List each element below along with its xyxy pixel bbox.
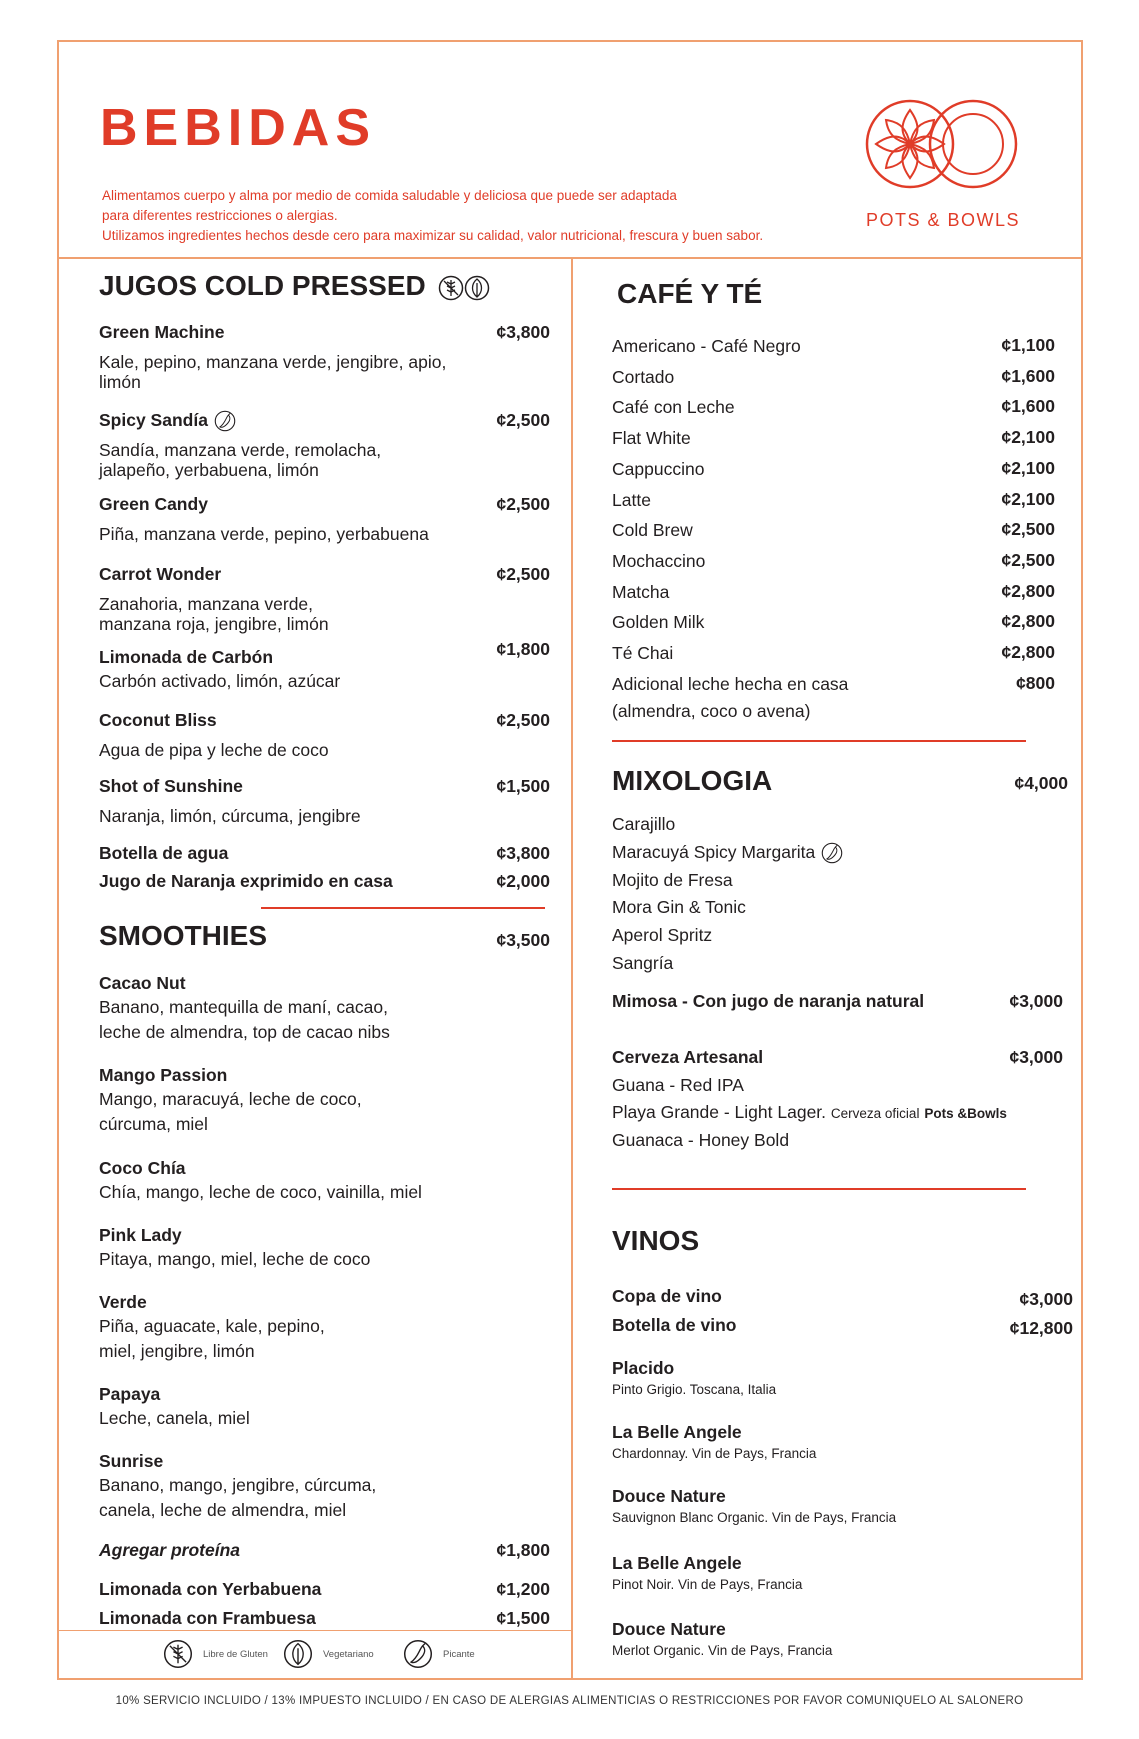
mixologia-item-label: Maracuyá Spicy Margarita <box>612 841 816 862</box>
extra-name: Agregar proteína <box>99 1540 240 1560</box>
intro-line-1: Alimentamos cuerpo y alma por medio de comida saludable y deliciosa que puede ser adaptada <box>102 188 677 203</box>
cafe-item-price: ¢2,100 <box>1001 457 1055 478</box>
smoothie-name: Sunrise <box>99 1451 164 1471</box>
legend-vegetarian-label: Vegetariano <box>323 1649 374 1660</box>
jugo-name: Limonada de Carbón <box>99 647 274 667</box>
gluten-free-icon <box>438 275 464 301</box>
jugo-name: Carrot Wonder <box>99 564 222 584</box>
jugo-name: Shot of Sunshine <box>99 776 243 796</box>
smoothie-name: Coco Chía <box>99 1158 186 1178</box>
brand-logo-icon <box>865 98 1025 198</box>
spicy-icon <box>821 842 843 864</box>
cafe-item-name: Latte <box>612 489 651 510</box>
intro-line-2: para diferentes restricciones o alergias. <box>102 208 338 223</box>
beer-3: Guanaca - Honey Bold <box>612 1130 790 1150</box>
legend <box>160 1636 560 1674</box>
cafe-item-price: ¢2,100 <box>1001 427 1055 448</box>
smoothie-desc: Pitaya, mango, miel, leche de coco <box>99 1249 371 1269</box>
cafe-item-price: ¢1,600 <box>1001 396 1055 417</box>
cafe-item-name: Cappuccino <box>612 458 705 479</box>
cafe-note: (almendra, coco o avena) <box>612 701 811 721</box>
jugos-divider <box>261 907 545 909</box>
vino-price: ¢3,000 <box>1019 1289 1073 1309</box>
smoothie-name: Papaya <box>99 1384 161 1404</box>
cafe-item-name: Café con Leche <box>612 397 735 418</box>
smoothies-title: SMOOTHIES <box>99 920 268 951</box>
cafe-item-price: ¢1,600 <box>1001 365 1055 386</box>
cafe-item-price: ¢2,800 <box>1001 580 1055 601</box>
jugo-desc: Zanahoria, manzana verde, <box>99 594 314 614</box>
smoothie-desc: miel, jengibre, limón <box>99 1341 255 1361</box>
jugo-desc: Naranja, limón, cúrcuma, jengibre <box>99 806 361 826</box>
cafe-item-name: Adicional leche hecha en casa <box>612 673 849 694</box>
legend-gluten-free-label: Libre de Gluten <box>203 1649 268 1660</box>
wine-name: Douce Nature <box>612 1619 726 1639</box>
mixologia-item: Aperol Spritz <box>612 925 713 946</box>
cafe-item-name: Cold Brew <box>612 520 693 541</box>
jugo-name: Spicy Sandía <box>99 410 236 432</box>
jugo-desc: Carbón activado, limón, azúcar <box>99 671 341 691</box>
legend-divider <box>59 1630 571 1631</box>
cafe-item-name: Té Chai <box>612 643 674 663</box>
beer-2-note: Cerveza oficial <box>830 1106 920 1121</box>
jugo-price: ¢3,800 <box>496 843 550 863</box>
jugo-price: ¢3,800 <box>496 322 550 342</box>
jugo-price: ¢2,500 <box>496 564 550 584</box>
spicy-icon <box>403 1639 433 1669</box>
vegetarian-icon <box>464 275 490 301</box>
wine-desc: Chardonnay. Vin de Pays, Francia <box>612 1446 817 1461</box>
jugo-name: Green Candy <box>99 494 208 514</box>
page-title: BEBIDAS <box>100 99 377 157</box>
vino-price: ¢12,800 <box>1009 1318 1073 1338</box>
cafe-item-price: ¢2,800 <box>1001 642 1055 662</box>
cafe-item-name: Matcha <box>612 581 670 602</box>
brand-name: POTS & BOWLS <box>866 210 1021 230</box>
vino-price-label: Botella de vino <box>612 1315 737 1335</box>
cafe-item-name: Golden Milk <box>612 612 705 633</box>
cafe-item-name: Mochaccino <box>612 550 706 571</box>
jugo-price: ¢2,500 <box>496 410 550 430</box>
extra-name: Limonada con Yerbabuena <box>99 1579 322 1599</box>
mixologia-item: Mojito de Fresa <box>612 869 733 890</box>
smoothie-desc: Leche, canela, miel <box>99 1408 250 1428</box>
jugos-title-text: JUGOS COLD PRESSED <box>99 270 426 301</box>
beer-1: Guana - Red IPA <box>612 1075 744 1095</box>
smoothie-desc: Piña, aguacate, kale, pepino, <box>99 1316 325 1336</box>
wine-name: La Belle Angele <box>612 1553 742 1573</box>
cafe-item-price: ¢2,100 <box>1001 488 1055 509</box>
vino-price-label: Copa de vino <box>612 1286 722 1306</box>
smoothie-desc: canela, leche de almendra, miel <box>99 1500 347 1520</box>
jugo-price: ¢2,500 <box>496 494 550 514</box>
cafe-item-name: Flat White <box>612 428 691 449</box>
cafe-item-price: ¢800 <box>1016 672 1055 693</box>
smoothie-desc: leche de almendra, top de cacao nibs <box>99 1022 390 1042</box>
spicy-icon <box>214 410 236 432</box>
wine-desc: Sauvignon Blanc Organic. Vin de Pays, Francia <box>612 1510 897 1525</box>
cafe-item-price: ¢2,500 <box>1001 549 1055 570</box>
wine-name: La Belle Angele <box>612 1422 742 1442</box>
cerveza-name: Cerveza Artesanal <box>612 1047 764 1067</box>
jugo-name: Green Machine <box>99 322 225 342</box>
smoothies-price: ¢3,500 <box>496 930 550 950</box>
smoothie-desc: Banano, mango, jengibre, cúrcuma, <box>99 1475 377 1495</box>
cerveza-price: ¢3,000 <box>1009 1047 1063 1067</box>
smoothie-desc: cúrcuma, miel <box>99 1114 208 1134</box>
smoothie-desc: Banano, mantequilla de maní, cacao, <box>99 997 388 1017</box>
mixologia-price: ¢4,000 <box>1014 773 1068 793</box>
extra-price: ¢1,500 <box>496 1608 550 1628</box>
wine-name: Placido <box>612 1358 675 1378</box>
smoothie-name: Cacao Nut <box>99 973 186 993</box>
jugo-name: Jugo de Naranja exprimido en casa <box>99 871 393 891</box>
jugo-desc: jalapeño, yerbabuena, limón <box>99 460 319 480</box>
jugo-desc: Piña, manzana verde, pepino, yerbabuena <box>99 524 429 544</box>
jugo-desc: Kale, pepino, manzana verde, jengibre, apio, <box>99 352 447 372</box>
smoothie-name: Mango Passion <box>99 1065 228 1085</box>
wine-desc: Merlot Organic. Vin de Pays, Francia <box>612 1643 833 1658</box>
legend-spicy-label: Picante <box>443 1649 475 1660</box>
vinos-title: VINOS <box>612 1225 700 1256</box>
wine-desc: Pinot Noir. Vin de Pays, Francia <box>612 1577 803 1592</box>
cafe-title: CAFÉ Y TÉ <box>617 278 763 309</box>
intro-text <box>102 186 842 246</box>
smoothie-desc: Chía, mango, leche de coco, vainilla, miel <box>99 1182 422 1202</box>
mixologia-item: Carajillo <box>612 814 676 834</box>
mimosa-name: Mimosa - Con jugo de naranja natural <box>612 991 925 1011</box>
wine-name: Douce Nature <box>612 1486 726 1506</box>
jugo-price: ¢1,500 <box>496 776 550 796</box>
beer-2-text: Playa Grande - Light Lager. <box>612 1102 827 1122</box>
cafe-item-name: Cortado <box>612 366 675 387</box>
jugo-name: Botella de agua <box>99 843 229 863</box>
cafe-item-price: ¢1,100 <box>1001 335 1055 355</box>
mixologia-item: Mora Gin & Tonic <box>612 897 746 918</box>
beer-2-brand: Pots &Bowls <box>924 1106 1007 1121</box>
mixologia-divider <box>612 1188 1026 1190</box>
vegetarian-icon <box>283 1639 313 1669</box>
extra-price: ¢1,200 <box>496 1579 550 1599</box>
mixologia-title: MIXOLOGIA <box>612 765 773 796</box>
smoothie-name: Pink Lady <box>99 1225 182 1245</box>
mimosa-price: ¢3,000 <box>1009 991 1063 1011</box>
mixologia-item: Sangría <box>612 953 674 973</box>
jugo-desc: Sandía, manzana verde, remolacha, <box>99 440 382 460</box>
cafe-item-price: ¢2,500 <box>1001 519 1055 540</box>
jugo-price: ¢1,800 <box>496 639 550 659</box>
cafe-divider <box>612 740 1026 742</box>
cafe-item-price: ¢2,800 <box>1001 611 1055 632</box>
wine-desc: Pinto Grigio. Toscana, Italia <box>612 1382 777 1397</box>
extra-name: Limonada con Frambuesa <box>99 1608 316 1628</box>
cafe-item-name: Americano - Café Negro <box>612 336 801 356</box>
jugo-desc: limón <box>99 372 141 392</box>
jugo-name: Coconut Bliss <box>99 710 217 730</box>
jugo-desc: manzana roja, jengibre, limón <box>99 614 329 634</box>
smoothie-desc: Mango, maracuyá, leche de coco, <box>99 1089 362 1109</box>
extra-price: ¢1,800 <box>496 1540 550 1560</box>
smoothie-name: Verde <box>99 1292 147 1312</box>
mixologia-item <box>612 841 843 864</box>
jugo-price: ¢2,500 <box>496 710 550 730</box>
footer-note: 10% SERVICIO INCLUIDO / 13% IMPUESTO INCLUIDO / EN CASO DE ALERGIAS ALIMENTICIAS O RESTRICCIONES POR FAVOR COMUNIQUELO AL SALONERO <box>115 1695 1024 1707</box>
intro-line-3: Utilizamos ingredientes hechos desde cero para maximizar su calidad, valor nutricional, frescura y buen sabor. <box>102 228 764 243</box>
jugos-title <box>99 270 490 302</box>
jugo-price: ¢2,000 <box>496 871 550 891</box>
beer-2 <box>612 1101 1007 1123</box>
jugo-desc: Agua de pipa y leche de coco <box>99 740 329 760</box>
gluten-free-icon <box>163 1639 193 1669</box>
